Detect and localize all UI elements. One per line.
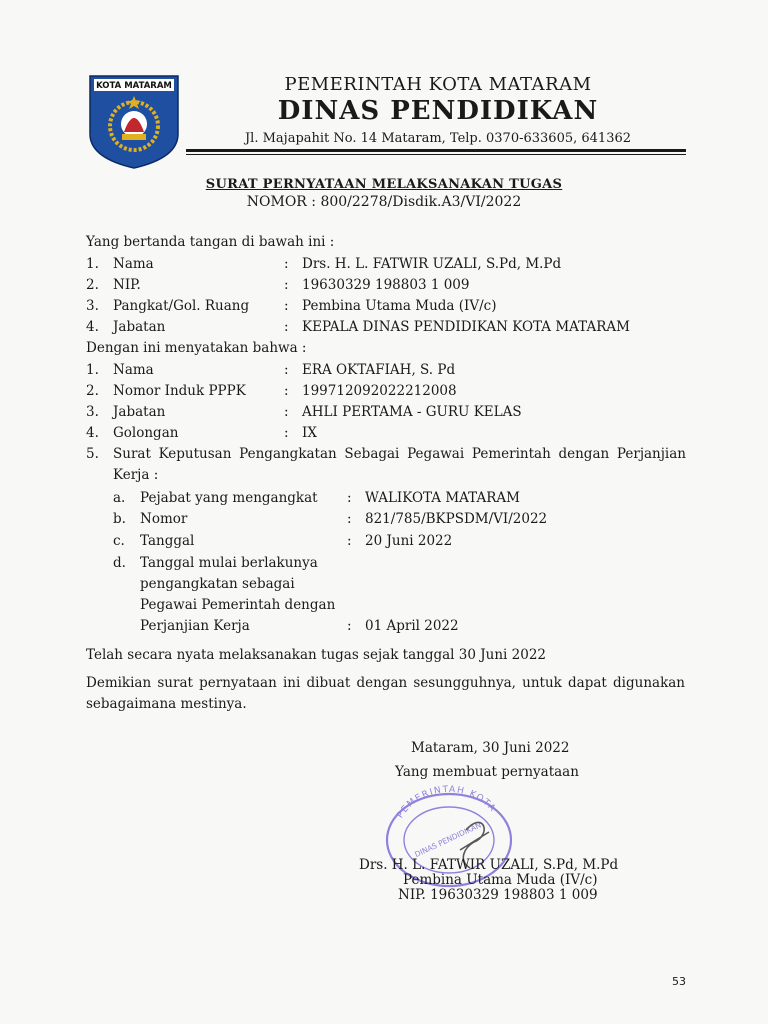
field-number: 3. (86, 298, 99, 314)
closing-line2: sebagaimana mestinya. (86, 696, 247, 712)
field-label: Nomor Induk PPPK (113, 383, 246, 399)
stamp-text-top: PEMERINTAH KOTA (395, 784, 498, 821)
field-value: KEPALA DINAS PENDIDIKAN KOTA MATARAM (302, 319, 630, 335)
stamp-text-inner: DINAS PENDIDIKAN (413, 820, 483, 860)
sub-label-line: Tanggal mulai berlakunya (140, 555, 318, 571)
field-label: NIP. (113, 277, 141, 293)
kota-mataram-logo (86, 74, 182, 170)
document-title: SURAT PERNYATAAN MELAKSANAKAN TUGAS (205, 177, 563, 192)
signer-rank: Pembina Utama Muda (IV/c) (403, 872, 598, 888)
field-number: 1. (86, 362, 99, 378)
sub-value: WALIKOTA MATARAM (365, 490, 520, 506)
field-value: Pembina Utama Muda (IV/c) (302, 298, 497, 314)
closing-line1: Demikian surat pernyataan ini dibuat dengan sesungguhnya, untuk dapat digunakan (86, 675, 685, 691)
sub-value: 01 April 2022 (365, 618, 459, 634)
field-number: 2. (86, 383, 99, 399)
field-value: 19630329 198803 1 009 (302, 277, 470, 293)
field-number: 4. (86, 319, 99, 335)
field-colon: : (284, 404, 289, 420)
government-name: PEMERINTAH KOTA MATARAM (284, 74, 592, 95)
intro-statement: Dengan ini menyatakan bahwa : (86, 340, 307, 356)
field-colon: : (284, 362, 289, 378)
item5-line1: Surat Keputusan Pengangkatan Sebagai Pegawai Pemerintah dengan Perjanjian (113, 446, 686, 462)
sub-label: Nomor (140, 511, 188, 527)
field-colon: : (284, 319, 289, 335)
field-label: Golongan (113, 425, 179, 441)
field-value: IX (302, 425, 317, 441)
sub-colon: : (347, 511, 352, 527)
sub-letter: c. (113, 533, 125, 549)
sub-label: Tanggal (140, 533, 195, 549)
field-colon: : (284, 383, 289, 399)
sub-label-line: Perjanjian Kerja (140, 618, 250, 634)
signature-place-date: Mataram, 30 Juni 2022 (411, 740, 570, 756)
document-number: NOMOR : 800/2278/Disdik.A3/VI/2022 (246, 194, 522, 210)
field-label: Nama (113, 256, 154, 272)
sub-label-line: Pegawai Pemerintah dengan (140, 597, 336, 613)
sub-colon: : (347, 618, 352, 634)
field-value: Drs. H. L. FATWIR UZALI, S.Pd, M.Pd (302, 256, 562, 272)
sub-colon: : (347, 490, 352, 506)
statement-text: Telah secara nyata melaksanakan tugas sejak tanggal 30 Juni 2022 (86, 647, 547, 663)
sub-letter: a. (113, 490, 126, 506)
department-address: Jl. Majapahit No. 14 Mataram, Telp. 0370-633605, 641362 (244, 131, 632, 146)
field-number: 4. (86, 425, 99, 441)
field-colon: : (284, 277, 289, 293)
sub-value: 821/785/BKPSDM/VI/2022 (365, 511, 548, 527)
sub-label-line: pengangkatan sebagai (140, 576, 295, 592)
letterhead-rule-thick (186, 149, 686, 152)
sub-label: Pejabat yang mengangkat (140, 490, 318, 506)
intro-signer: Yang bertanda tangan di bawah ini : (86, 234, 335, 250)
signer-name: Drs. H. L. FATWIR UZALI, S.Pd, M.Pd (359, 857, 619, 873)
sub-value: 20 Juni 2022 (365, 533, 453, 549)
field-colon: : (284, 256, 289, 272)
field-label: Jabatan (113, 319, 166, 335)
signer-nip: NIP. 19630329 198803 1 009 (398, 887, 598, 903)
sub-letter: d. (113, 555, 126, 571)
field-value: ERA OKTAFIAH, S. Pd (302, 362, 456, 378)
sub-letter: b. (113, 511, 126, 527)
sub-colon: : (347, 533, 352, 549)
field-number: 1. (86, 256, 99, 272)
svg-text:PEMERINTAH KOTA (395, 785, 497, 820)
item5-line2: Kerja : (113, 467, 159, 483)
field-value: AHLI PERTAMA - GURU KELAS (302, 404, 522, 420)
field-value: 199712092022212008 (302, 383, 457, 399)
logo-text: KOTA MATARAM (96, 81, 172, 91)
page-number: 53 (672, 975, 686, 988)
field-label: Nama (113, 362, 154, 378)
field-colon: : (284, 425, 289, 441)
field-label: Jabatan (113, 404, 166, 420)
field-label: Pangkat/Gol. Ruang (113, 298, 250, 314)
field-number: 2. (86, 277, 99, 293)
signature-role: Yang membuat pernyataan (395, 764, 579, 780)
letterhead-rule-thin (186, 154, 686, 155)
field-colon: : (284, 298, 289, 314)
item5-number: 5. (86, 446, 99, 462)
department-name: DINAS PENDIDIKAN (277, 96, 599, 126)
field-number: 3. (86, 404, 99, 420)
